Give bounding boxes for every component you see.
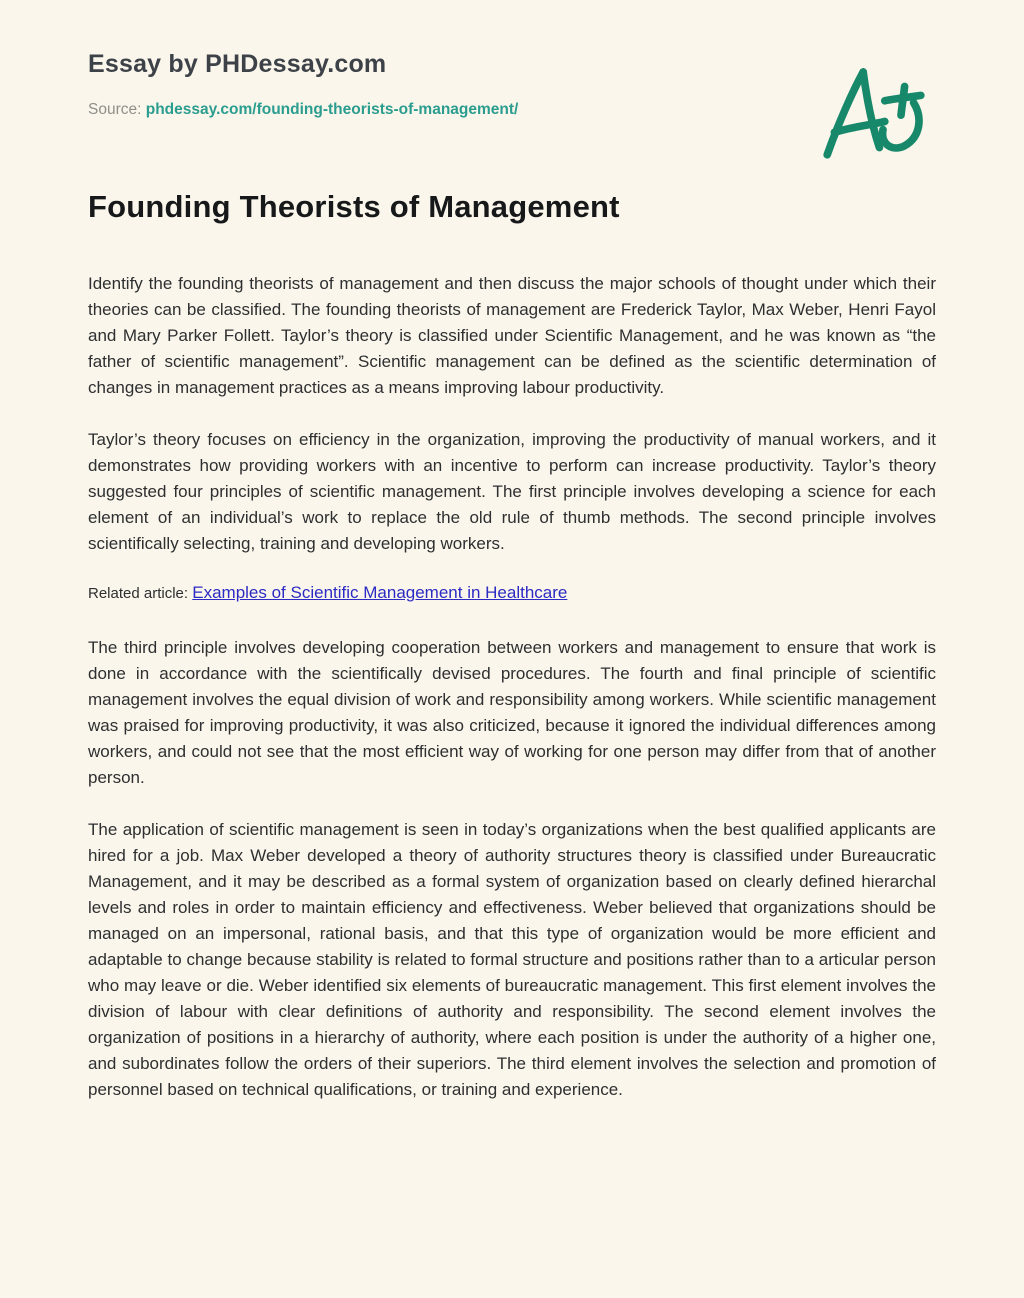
- a-plus-logo-icon: [820, 52, 928, 164]
- source-link[interactable]: phdessay.com/founding-theorists-of-management/: [145, 101, 519, 118]
- essay-body: [88, 271, 936, 1103]
- byline: Essay by PHDessay.com: [88, 50, 387, 78]
- paragraph-2: Taylor’s theory focuses on efficiency in the organization, improving the productivity of manual workers, and it demonstrates how providing workers with an incentive to perform can increase productivity. Taylor’s theory suggested four principles of scientific management. The first principle involves developing a science for each element of an individual’s work to replace the old rule of thumb methods. The second principle involves scientifically selecting, training and developing workers.: [88, 430, 936, 553]
- related-article-line: [88, 583, 936, 603]
- source-line: [88, 101, 936, 119]
- source-label: Source:: [88, 101, 142, 118]
- page-title: Founding Theorists of Management: [88, 189, 620, 224]
- paragraph-3: The third principle involves developing cooperation between workers and management to ensure that work is done in accordance with the scientifically devised procedures. The fourth and final principle of scientific management involves the equal division of work and responsibility among workers. While scientific management was praised for improving productivity, it was also criticized, because it ignored the individual differences among workers, and could not see that the most efficient way of working for one person may differ from that of another person.: [88, 638, 936, 787]
- related-article-label: Related article:: [88, 585, 189, 602]
- paragraph-1: Identify the founding theorists of management and then discuss the major schools of thought under which their theories can be classified. The founding theorists of management are Frederick Taylor, Max Weber, Henri Fayol and Mary Parker Follett. Taylor’s theory is classified under Scientific Management, and he was known as “the father of scientific management”. Scientific management can be defined as the scientific determination of changes in management practices as a means improving labour productivity.: [88, 274, 936, 397]
- paragraph-4: The application of scientific management is seen in today’s organizations when the best qualified applicants are hired for a job. Max Weber developed a theory of authority structures theory is classified under Bureaucratic Management, and it may be described as a formal system of organization based on clearly defined hierarchal levels and roles in order to maintain efficiency and effectiveness. Weber believed that organizations should be managed on an impersonal, rational basis, and that this type of organization would be more efficient and adaptable to change because stability is related to formal structure and positions rather than to a articular person who may leave or die. Weber identified six elements of bureaucratic management. This first element involves the division of labour with clear definitions of authority and responsibility. The second element involves the organization of positions in a hierarchy of authority, where each position is under the authority of a higher one, and subordinates follow the orders of their superiors. The third element involves the selection and promotion of personnel based on technical qualifications, or training and experience.: [88, 820, 936, 1099]
- related-article-link[interactable]: Examples of Scientific Management in Healthcare: [192, 583, 568, 602]
- document-header: [88, 50, 936, 119]
